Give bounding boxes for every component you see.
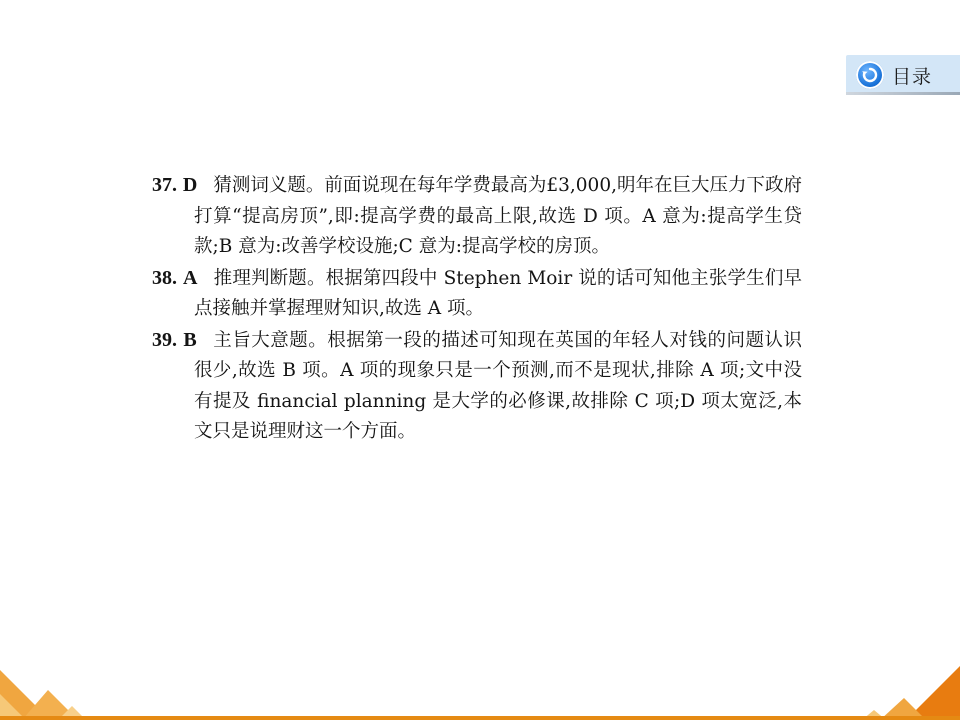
item-number: 37. [152,174,177,196]
bottom-left-decoration [0,660,100,720]
item-explanation: 主旨大意题。根据第一段的描述可知现在英国的年轻人对钱的问题认识很少,故选 B 项。A 项的现象只是一个预测,而不是现状,排除 A 项;文中没有提及 financial planning 是大学的必修课,故排除 C 项;D 项太宽泛,本文只是说理财这一个方面。 [194,329,802,442]
answer-item-38 [152,263,802,325]
item-explanation: 猜测词义题。前面说现在每年学费最高为£3,000,明年在巨大压力下政府打算“提高房顶”,即:提高学费的最高上限,故选 D 项。A 意为:提高学生贷款;B 意为:改善学校设施;C 意为:提高学校的房顶。 [194,175,802,257]
answer-item-37 [152,170,802,263]
item-number: 39. [152,328,177,351]
item-answer: D [182,174,198,196]
bottom-right-decoration [860,660,960,720]
answer-explanations [152,170,802,448]
item-explanation: 推理判断题。根据第四段中 Stephen Moir 说的话可知他主张学生们早点接触并掌握理财知识,故选 A 项。 [194,267,802,319]
item-number: 38. [152,266,177,289]
item-answer: B [183,328,197,351]
toc-label: 目录 [892,65,933,88]
answer-item-39 [152,325,802,448]
item-answer: A [183,266,198,289]
refresh-circle-icon [856,61,884,89]
toc-button[interactable] [846,55,960,95]
bottom-accent-line [0,716,960,720]
